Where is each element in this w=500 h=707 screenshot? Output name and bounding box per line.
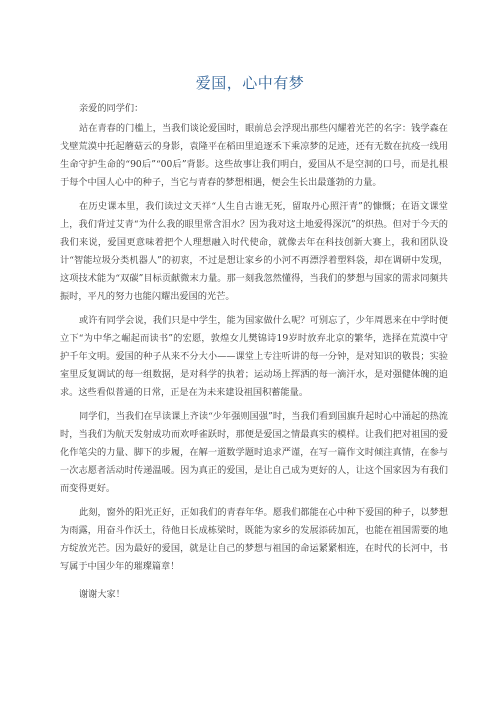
paragraph-3: 或许有同学会说，我们只是中学生，能为国家做什么呢？可别忘了，少年周恩来在中学时便立下“为中华之崛起而读书”的宏愿，敦煌女儿樊锦诗19岁时放弃北京的繁华，选择在荒漠中守护千年文明。爱国的种子从来不分大小——课堂上专注听讲的每一分钟，是对知识的敬畏；实验室里反复调试的每一组数据，是对科学的执着；运动场上挥洒的每一滴汗水，是对强健体魄的追求。这些看似普通的日常，正是在为未来建设祖国积蓄能量。 [60,315,448,398]
closing-line: 谢谢大家！ [79,589,125,600]
paragraph-1: 站在青春的门槛上，当我们谈论爱国时，眼前总会浮现出那些闪耀着光芒的名字：钱学森在戈壁荒漠中托起蘑菇云的身影，袁隆平在稻田里追逐禾下乘凉梦的足迹，还有无数在抗疫一线用生命守护生命的“90后”“00后”背影。这些故事让我们明白，爱国从不是空洞的口号，而是扎根于每个中国人心中的种子，当它与青春的梦想相遇，便会生长出最蓬勃的力量。 [60,123,448,188]
paragraph-2: 在历史课本里，我们读过文天祥“人生自古谁无死，留取丹心照汗青”的慷慨；在语文课堂上，我们背过艾青“为什么我的眼里常含泪水？因为我对这土地爱得深沉”的炽热。但对于今天的我们来说，爱国更意味着把个人理想融入时代使命，就像去年在科技创新大赛上，我和团队设计“智能垃圾分类机器人”的初衷，不过是想让家乡的小河不再漂浮着塑料袋，却在调研中发现，这项技术能为“双碳”目标贡献微末力量。那一刻我忽然懂得，当我们的梦想与国家的需求同频共振时，平凡的努力也能闪耀出爱国的光芒。 [60,201,448,302]
speech-body [60,100,448,610]
paragraph-4: 同学们，当我们在早读课上齐读“少年强则国强”时，当我们看到国旗升起时心中涌起的热流时，当我们为航天发射成功而欢呼雀跃时，那便是爱国之情最真实的模样。让我们把对祖国的爱化作笔尖的力量、脚下的步履，在解一道数学题时追求严谨，在写一篇作文时倾注真情，在参与一次志愿者活动时传递温暖。因为真正的爱国，是让自己成为更好的人，让这个国家因为有我们而变得更好。 [60,411,448,494]
page-title: 爱国，心中有梦 [195,74,305,92]
paragraph-5: 此刻，窗外的阳光正好，正如我们的青春年华。愿我们都能在心中种下爱国的种子，以梦想为雨露，用奋斗作沃土，待他日长成栋梁时，既能为家乡的发展添砖加瓦，也能在祖国需要的地方绽放光芒。因为最好的爱国，就是让自己的梦想与祖国的命运紧紧相连，在时代的长河中，书写属于中国少年的璀璨篇章！ [60,507,448,572]
salutation: 亲爱的同学们： [79,103,144,114]
